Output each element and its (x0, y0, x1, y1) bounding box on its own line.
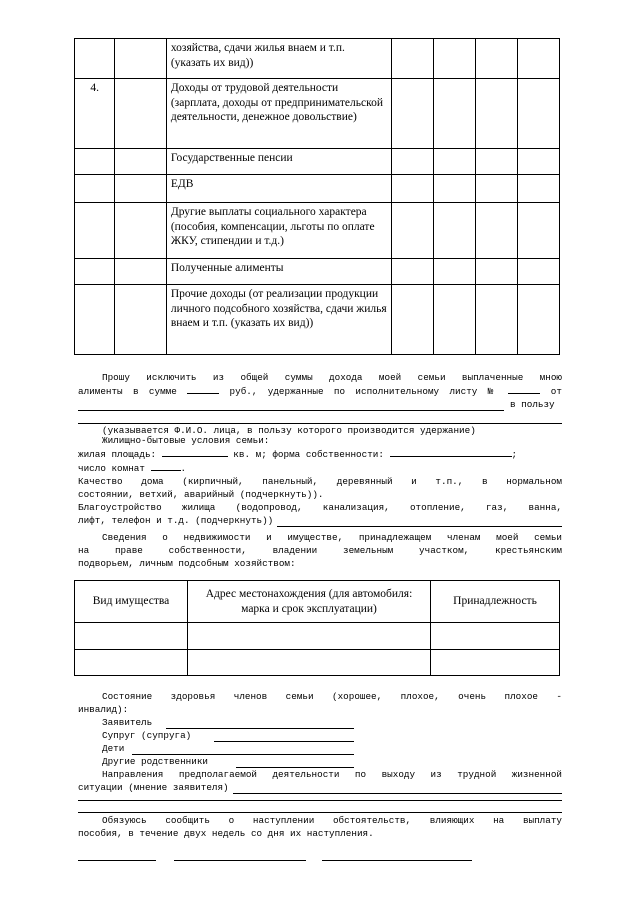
table-row (75, 39, 560, 79)
direction-label: ситуации (мнение заявителя) (78, 782, 229, 793)
table-row (75, 259, 560, 285)
alimony-line-1: Прошу исключить из общей суммы дохода моей семьи выплаченные мною (102, 372, 562, 383)
property-cell[interactable] (431, 650, 560, 676)
property-ownership-header: Принадлежность (431, 581, 560, 623)
income-value-cell[interactable] (518, 149, 560, 175)
income-type-label: Доходы от трудовой деятельности (зарплата, доходы от предпринимательской деятельности, денежное довольствие) (166, 79, 391, 149)
income-value-cell[interactable] (434, 259, 476, 285)
house-quality-line-1: Качество дома (кирпичный, панельный, деревянный и т.п., в нормальном (78, 476, 562, 487)
alimony-note: (указывается Ф.И.О. лица, в пользу которого производится удержание) (102, 425, 476, 436)
income-value-cell[interactable] (392, 285, 434, 355)
health-applicant-line (78, 716, 562, 729)
property-table (74, 580, 560, 676)
income-value-cell[interactable] (392, 79, 434, 149)
row-number (75, 285, 115, 355)
signature-line[interactable] (174, 860, 306, 861)
children-health-field[interactable] (132, 745, 354, 755)
row-number (75, 259, 115, 285)
row-number (75, 39, 115, 79)
income-value-cell[interactable] (518, 39, 560, 79)
alimony-label: алименты в сумме (78, 386, 177, 397)
row-cell[interactable] (115, 259, 167, 285)
living-title: Жилищно-бытовые условия семьи: (102, 435, 270, 446)
table-row (75, 79, 560, 149)
relatives-health-field[interactable] (236, 758, 354, 768)
table-row (75, 285, 560, 355)
income-type-label: Прочие доходы (от реализации продукции личного подсобного хозяйства, сдачи жилья внаем и т.п. (указать их вид)) (166, 285, 391, 355)
income-value-cell[interactable] (518, 175, 560, 203)
income-value-cell[interactable] (476, 39, 518, 79)
income-value-cell[interactable] (476, 285, 518, 355)
property-cell[interactable] (75, 650, 188, 676)
area-field[interactable] (162, 447, 228, 457)
property-intro-line-1: Сведения о недвижимости и имуществе, принадлежащем членам моей семьи (102, 532, 562, 543)
property-cell[interactable] (188, 650, 431, 676)
obligation-section (78, 814, 562, 840)
property-address-header: Адрес местонахождения (для автомобиля: марка и срок эксплуатации) (188, 581, 431, 623)
income-value-cell[interactable] (476, 149, 518, 175)
income-value-cell[interactable] (392, 175, 434, 203)
spouse-health-field[interactable] (214, 732, 354, 742)
ownership-label: кв. м; форма собственности: (233, 449, 384, 460)
table-row (75, 203, 560, 259)
alimony-line-2 (78, 384, 562, 398)
row-cell[interactable] (115, 285, 167, 355)
rooms-end: . (180, 463, 187, 474)
row-number (75, 149, 115, 175)
direction-extra-line[interactable] (78, 800, 562, 801)
property-type-header: Вид имущества (75, 581, 188, 623)
income-value-cell[interactable] (518, 79, 560, 149)
rooms-label: число комнат (78, 463, 145, 474)
health-intro-line-1: Состояние здоровья членов семьи (хорошее, плохое, очень плохое - (102, 691, 562, 702)
income-value-cell[interactable] (518, 259, 560, 285)
income-value-cell[interactable] (476, 79, 518, 149)
row-cell[interactable] (115, 203, 167, 259)
living-conditions-section (78, 434, 562, 527)
health-section (78, 690, 562, 794)
in-favor-label: в пользу (510, 399, 555, 410)
obligation-line-2: пособия, в течение двух недель со дня их наступления. (78, 828, 374, 839)
income-value-cell[interactable] (434, 285, 476, 355)
writ-number-field[interactable] (508, 384, 540, 394)
direction-line-2 (78, 781, 562, 794)
spouse-label: Супруг (супруга) (102, 730, 192, 741)
date-signature-line[interactable] (78, 860, 156, 861)
alimony-section (78, 371, 562, 437)
income-type-label: Другие выплаты социального характера (пособия, компенсации, льготы по оплате ЖКУ, стипендии и т.д.) (166, 203, 391, 259)
income-value-cell[interactable] (392, 39, 434, 79)
amenities-label: лифт, телефон и т.д. (подчеркнуть)) (78, 515, 274, 526)
income-value-cell[interactable] (434, 149, 476, 175)
children-label: Дети (102, 743, 125, 754)
row-number (75, 203, 115, 259)
income-value-cell[interactable] (476, 203, 518, 259)
ownership-field[interactable] (390, 447, 512, 457)
income-type-label: ЕДВ (166, 175, 391, 203)
rooms-field[interactable] (151, 461, 181, 471)
income-value-cell[interactable] (476, 175, 518, 203)
property-header-row (75, 581, 560, 623)
recipient-field[interactable] (78, 411, 562, 424)
amenities-field[interactable] (277, 517, 562, 527)
health-children-line (78, 742, 562, 755)
table-row (75, 175, 560, 203)
income-value-cell[interactable] (392, 149, 434, 175)
area-label: жилая площадь: (78, 449, 157, 460)
income-type-label: хозяйства, сдачи жилья внаем и т.п. (указать их вид)) (166, 39, 391, 79)
property-cell[interactable] (75, 623, 188, 650)
row-cell[interactable] (115, 39, 167, 79)
table-row (75, 650, 560, 676)
area-end: ; (511, 449, 518, 460)
row-cell[interactable] (115, 149, 167, 175)
property-intro-line-3: подворьем, личным подсобным хозяйством: (78, 558, 296, 569)
income-type-label: Полученные алименты (166, 259, 391, 285)
rooms-line (78, 461, 562, 475)
income-value-cell[interactable] (434, 175, 476, 203)
name-signature-line[interactable] (322, 860, 472, 861)
property-cell[interactable] (188, 623, 431, 650)
table-row (75, 149, 560, 175)
income-value-cell[interactable] (434, 79, 476, 149)
row-cell[interactable] (115, 175, 167, 203)
income-value-cell[interactable] (476, 259, 518, 285)
direction-line-1: Направления предполагаемой деятельности по выходу из трудной жизненной (102, 769, 562, 780)
income-type-label: Государственные пенсии (166, 149, 391, 175)
table-row (75, 623, 560, 650)
row-cell[interactable] (115, 79, 167, 149)
house-quality-line-2: состоянии, ветхий, аварийный (подчеркнуть)). (78, 489, 324, 500)
health-intro-line-2: инвалид): (78, 704, 129, 715)
row-number: 4. (75, 79, 115, 149)
income-value-cell[interactable] (392, 203, 434, 259)
living-area-line (78, 447, 562, 461)
health-relatives-line (78, 755, 562, 768)
relatives-label: Другие родственники (102, 756, 209, 767)
direction-field[interactable] (233, 784, 562, 794)
income-value-cell[interactable] (392, 259, 434, 285)
health-spouse-line (78, 729, 562, 742)
alimony-sum-field[interactable] (187, 384, 219, 394)
income-value-cell[interactable] (434, 39, 476, 79)
income-value-cell[interactable] (518, 285, 560, 355)
income-value-cell[interactable] (518, 203, 560, 259)
applicant-health-field[interactable] (166, 719, 354, 729)
alimony-line-3 (78, 398, 562, 411)
income-value-cell[interactable] (434, 203, 476, 259)
applicant-label: Заявитель (102, 717, 153, 728)
amenities-line-1: Благоустройство жилища (водопровод, канализация, отопление, газ, ванна, (78, 502, 562, 513)
property-intro-line-2: на праве собственности, владении земельным участком, крестьянским (78, 545, 562, 556)
row-number (75, 175, 115, 203)
writ-date-field[interactable] (78, 401, 504, 411)
alimony-from-label: от (550, 386, 562, 397)
alimony-rub-label: руб., удержанные по исполнительному листу № (229, 386, 499, 397)
direction-extra-line[interactable] (78, 812, 562, 813)
property-cell[interactable] (431, 623, 560, 650)
amenities-line-2 (78, 514, 562, 527)
income-table (74, 38, 560, 355)
obligation-line-1: Обязуюсь сообщить о наступлении обстоятельств, влияющих на выплату (102, 815, 562, 826)
property-intro (78, 531, 562, 570)
